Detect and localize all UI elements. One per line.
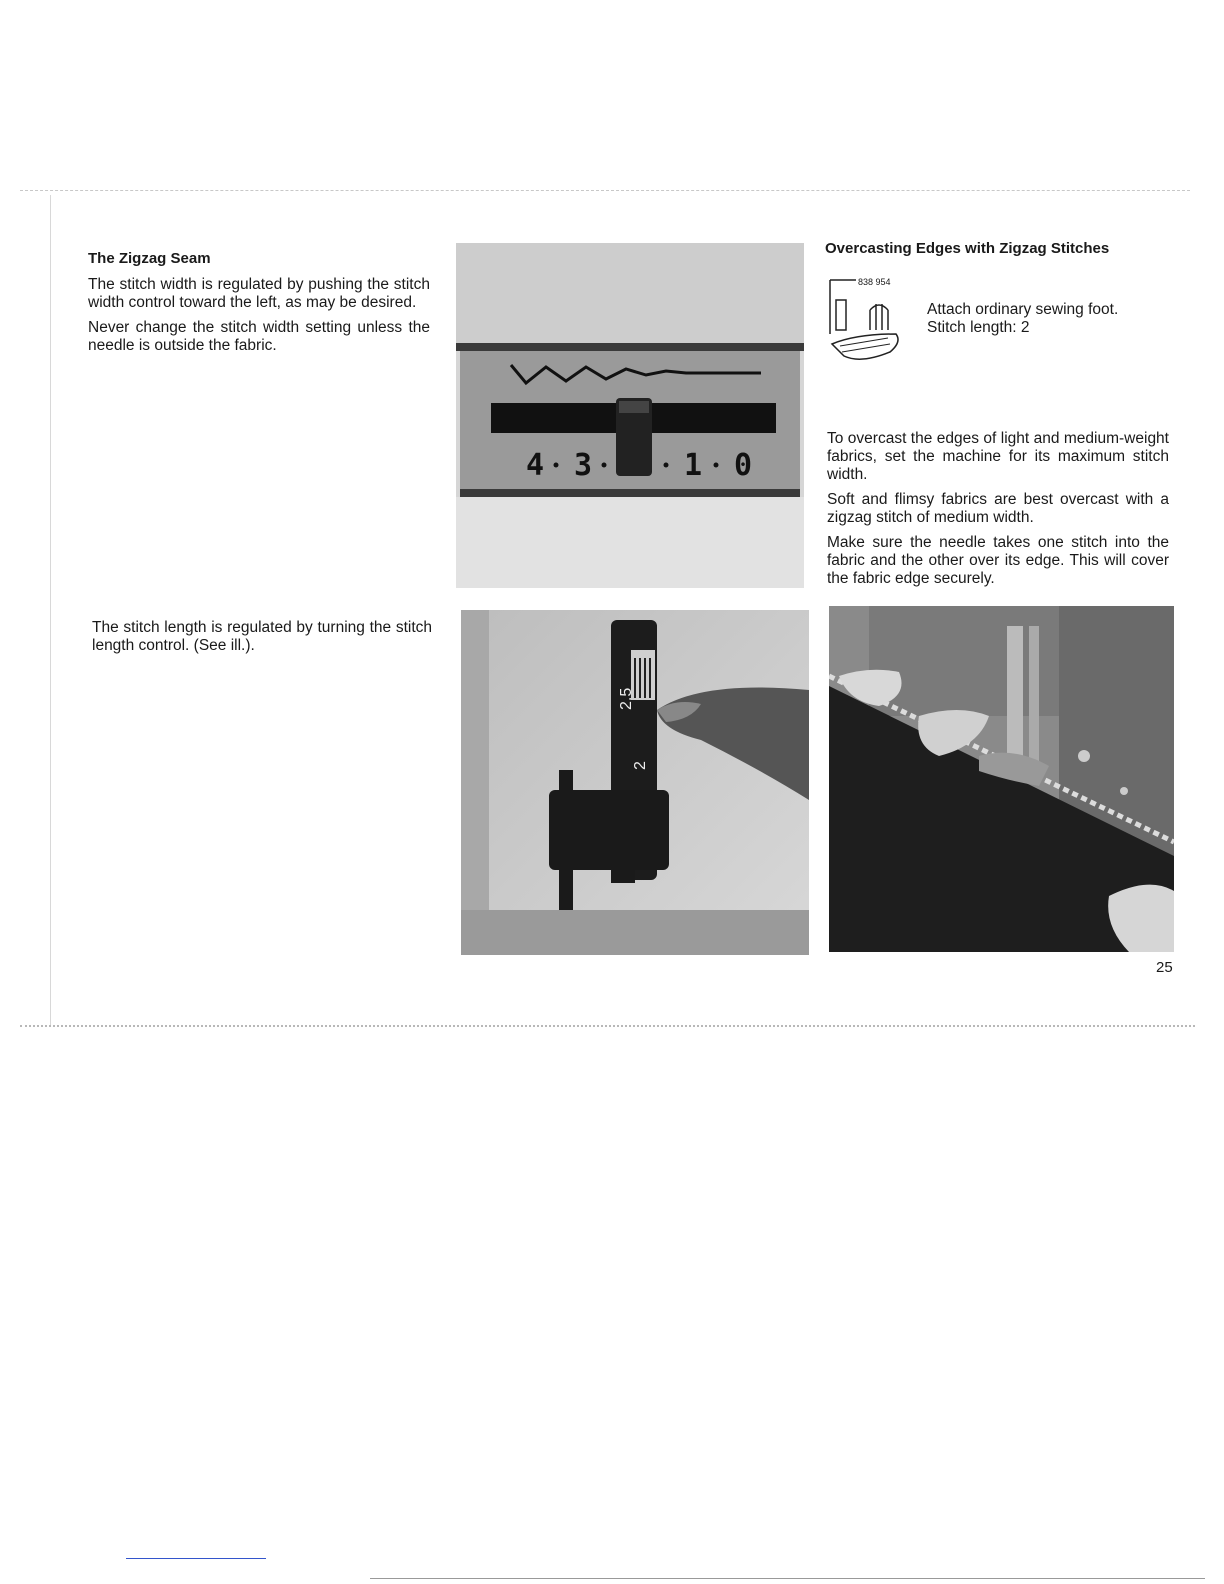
length-mark-2: 2 <box>632 761 649 770</box>
needle-edge-paragraph: Make sure the needle takes one stitch into the fabric and the other over its edge. This will cover the fabric edge securely. <box>827 534 1169 587</box>
footer-link-line <box>126 1558 266 1559</box>
stitch-length-photo <box>461 610 809 955</box>
overcasting-body <box>827 430 1169 595</box>
overcast-weight-paragraph: To overcast the edges of light and medium-weight fabrics, set the machine for its maximum stitch width. <box>827 430 1169 483</box>
top-rule <box>20 190 1190 191</box>
overcasting-heading: Overcasting Edges with Zigzag Stitches <box>825 240 1110 257</box>
foot-part-number: 838 954 <box>858 277 891 287</box>
width-number-3: 3 <box>574 448 593 483</box>
width-number-1: 1 <box>684 448 703 483</box>
footer-rule <box>370 1578 1205 1579</box>
stitch-width-paragraph: The stitch width is regulated by pushing the stitch width control toward the left, as may be desired. <box>88 276 430 311</box>
margin-line <box>50 195 51 1025</box>
stitch-width-photo <box>456 243 804 588</box>
bottom-page-rule <box>20 1025 1195 1027</box>
width-number-0: 0 <box>734 448 753 483</box>
length-mark-2-5: 2.5 <box>618 687 635 710</box>
page-number: 25 <box>1156 959 1173 976</box>
flimsy-fabrics-paragraph: Soft and flimsy fabrics are best overcast with a zigzag stitch of medium width. <box>827 491 1169 526</box>
overcasting-section <box>825 240 1170 258</box>
stitch-length-setting-line: Stitch length: 2 <box>927 319 1030 336</box>
needle-warning-paragraph: Never change the stitch width setting unless the needle is outside the fabric. <box>88 319 430 354</box>
zigzag-seam-heading: The Zigzag Seam <box>88 250 211 267</box>
attach-instructions <box>927 301 1167 337</box>
width-number-4: 4 <box>526 448 545 483</box>
attach-foot-line: Attach ordinary sewing foot. <box>927 301 1119 318</box>
stitch-length-paragraph: The stitch length is regulated by turning the stitch length control. (See ill.). <box>92 619 432 654</box>
stitch-length-text <box>92 619 432 662</box>
overcasting-photo <box>829 606 1174 952</box>
zigzag-seam-section <box>88 250 430 362</box>
